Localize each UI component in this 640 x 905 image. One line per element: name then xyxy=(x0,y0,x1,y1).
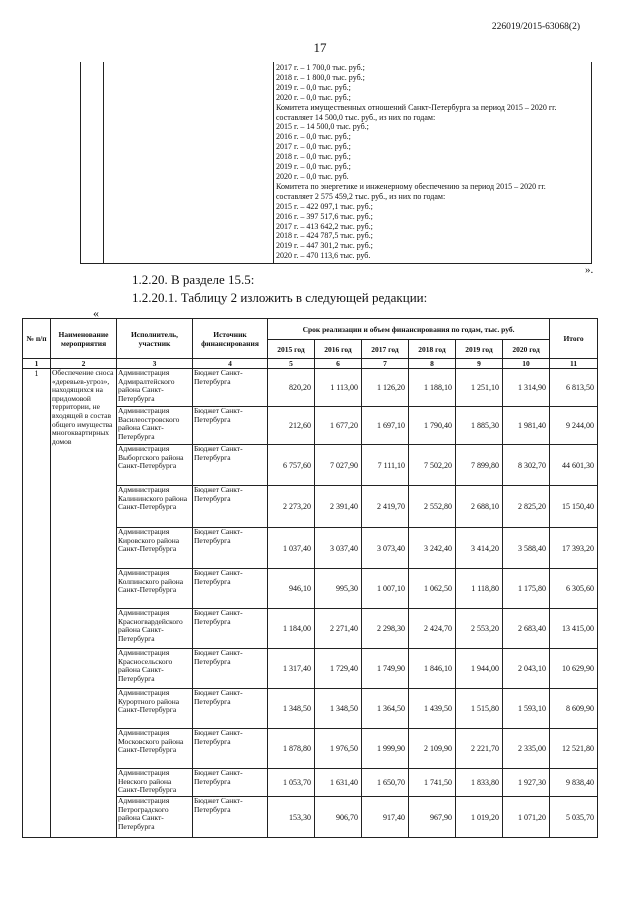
year-value-cell: 3 073,40 xyxy=(362,528,409,569)
table-body xyxy=(23,369,598,838)
year-value-cell: 212,60 xyxy=(268,407,315,445)
total-cell: 13 415,00 xyxy=(550,609,598,649)
executor-cell: Администрация Невского района Санкт-Петербурга xyxy=(117,769,193,797)
executor-cell: Администрация Петроградского района Санкт-Петербурга xyxy=(117,797,193,838)
executor-cell: Администрация Московского района Санкт-Петербурга xyxy=(117,729,193,769)
year-value-cell: 1 927,30 xyxy=(503,769,550,797)
source-cell: Бюджет Санкт-Петербурга xyxy=(193,528,268,569)
closing-quote: ». xyxy=(585,264,594,276)
text-line: 2019 г. – 0,0 тыс. руб.; xyxy=(276,162,351,172)
year-value-cell: 1 126,20 xyxy=(362,369,409,407)
header-source: Источник финансирования xyxy=(193,319,268,359)
total-cell: 12 521,80 xyxy=(550,729,598,769)
year-value-cell: 1 981,40 xyxy=(503,407,550,445)
column-number: 6 xyxy=(315,359,362,369)
total-cell: 44 601,30 xyxy=(550,445,598,486)
header-year: 2016 год xyxy=(315,340,362,359)
year-value-cell: 3 414,20 xyxy=(456,528,503,569)
total-cell: 5 035,70 xyxy=(550,797,598,838)
header-num: № п/п xyxy=(23,319,51,359)
column-number: 7 xyxy=(362,359,409,369)
year-value-cell: 1 593,10 xyxy=(503,689,550,729)
year-value-cell: 1 729,40 xyxy=(315,649,362,689)
year-value-cell: 1 741,50 xyxy=(409,769,456,797)
column-number: 5 xyxy=(268,359,315,369)
text-line: 2019 г. – 447 301,2 тыс. руб.; xyxy=(276,241,373,251)
executor-cell: Администрация Колпинского района Санкт-Петербурга xyxy=(117,569,193,609)
source-cell: Бюджет Санкт-Петербурга xyxy=(193,369,268,407)
year-value-cell: 1 062,50 xyxy=(409,569,456,609)
page-number: 17 xyxy=(313,40,327,55)
year-value-cell: 1 944,00 xyxy=(456,649,503,689)
executor-cell: Администрация Красносельского района Санкт-Петербурга xyxy=(117,649,193,689)
year-value-cell: 2 419,70 xyxy=(362,486,409,528)
header-name: Наименование мероприятия xyxy=(51,319,117,359)
year-value-cell: 7 027,90 xyxy=(315,445,362,486)
measure-name: Обеспечение сноса «деревьев-угроз», находящихся на придомовой территории, не входящей в состав общего имущества многоквартирных домов xyxy=(51,369,117,838)
year-value-cell: 3 588,40 xyxy=(503,528,550,569)
year-value-cell: 1 846,10 xyxy=(409,649,456,689)
source-cell: Бюджет Санкт-Петербурга xyxy=(193,729,268,769)
paragraph-table-instruction: 1.2.20.1. Таблицу 2 изложить в следующей редакции: xyxy=(132,290,428,305)
source-cell: Бюджет Санкт-Петербурга xyxy=(193,609,268,649)
year-value-cell: 2 424,70 xyxy=(409,609,456,649)
year-value-cell: 1 113,00 xyxy=(315,369,362,407)
text-line: 2016 г. – 0,0 тыс. руб.; xyxy=(276,132,351,142)
source-cell: Бюджет Санкт-Петербурга xyxy=(193,689,268,729)
source-cell: Бюджет Санкт-Петербурга xyxy=(193,407,268,445)
executor-cell: Администрация Адмиралтейского района Санкт-Петербурга xyxy=(117,369,193,407)
year-value-cell: 1 631,40 xyxy=(315,769,362,797)
year-value-cell: 6 757,60 xyxy=(268,445,315,486)
year-value-cell: 1 749,90 xyxy=(362,649,409,689)
year-value-cell: 1 439,50 xyxy=(409,689,456,729)
text-line: 2015 г. – 14 500,0 тыс. руб.; xyxy=(276,122,369,132)
header-year: 2017 год xyxy=(362,340,409,359)
column-number: 11 xyxy=(550,359,598,369)
year-value-cell: 1 007,10 xyxy=(362,569,409,609)
source-cell: Бюджет Санкт-Петербурга xyxy=(193,445,268,486)
header-executor: Исполнитель, участник xyxy=(117,319,193,359)
column-number: 4 xyxy=(193,359,268,369)
year-value-cell: 1 677,20 xyxy=(315,407,362,445)
table-row xyxy=(23,369,598,407)
year-value-cell: 2 825,20 xyxy=(503,486,550,528)
source-cell: Бюджет Санкт-Петербурга xyxy=(193,797,268,838)
executor-cell: Администрация Курортного района Санкт-Петербурга xyxy=(117,689,193,729)
year-value-cell: 1 878,80 xyxy=(268,729,315,769)
text-line: 2017 г. – 413 642,2 тыс. руб.; xyxy=(276,221,373,231)
column-number: 2 xyxy=(51,359,117,369)
executor-cell: Администрация Кировского района Санкт-Петербурга xyxy=(117,528,193,569)
year-value-cell: 7 502,20 xyxy=(409,445,456,486)
year-value-cell: 2 043,10 xyxy=(503,649,550,689)
header-year: 2015 год xyxy=(268,340,315,359)
year-value-cell: 153,30 xyxy=(268,797,315,838)
year-value-cell: 2 391,40 xyxy=(315,486,362,528)
text-line: Комитета имущественных отношений Санкт-Петербурга за период 2015 – 2020 гг. xyxy=(276,102,557,112)
year-value-cell: 1 364,50 xyxy=(362,689,409,729)
header-period: Срок реализации и объем финансирования по годам, тыс. руб. xyxy=(268,319,550,340)
year-value-cell: 2 552,80 xyxy=(409,486,456,528)
year-value-cell: 1 515,80 xyxy=(456,689,503,729)
measure-index: 1 xyxy=(23,369,51,838)
year-value-cell: 2 271,40 xyxy=(315,609,362,649)
source-cell: Бюджет Санкт-Петербурга xyxy=(193,649,268,689)
year-value-cell: 1 833,80 xyxy=(456,769,503,797)
year-value-cell: 1 314,90 xyxy=(503,369,550,407)
source-cell: Бюджет Санкт-Петербурга xyxy=(193,769,268,797)
document-number: 226019/2015-63068(2) xyxy=(491,22,580,32)
year-value-cell: 1 317,40 xyxy=(268,649,315,689)
total-cell: 9 244,00 xyxy=(550,407,598,445)
year-value-cell: 3 037,40 xyxy=(315,528,362,569)
text-line: 2018 г. – 424 787,5 тыс. руб.; xyxy=(276,231,373,241)
executor-cell: Администрация Василеостровского района Санкт-Петербурга xyxy=(117,407,193,445)
table-divider xyxy=(273,62,274,263)
year-value-cell: 3 242,40 xyxy=(409,528,456,569)
year-value-cell: 1 348,50 xyxy=(315,689,362,729)
year-value-cell: 967,90 xyxy=(409,797,456,838)
opening-quote: « xyxy=(93,306,99,320)
total-cell: 6 813,50 xyxy=(550,369,598,407)
text-line: Комитета по энергетике и инженерному обеспечению за период 2015 – 2020 гг. xyxy=(276,181,546,191)
text-line: 2018 г. – 0,0 тыс. руб.; xyxy=(276,152,351,162)
column-number: 3 xyxy=(117,359,193,369)
year-value-cell: 1 697,10 xyxy=(362,407,409,445)
text-line: 2017 г. – 1 700,0 тыс. руб.; xyxy=(276,63,365,72)
text-line: 2020 г. – 0,0 тыс. руб. xyxy=(276,171,349,181)
text-line: 2020 г. – 470 113,6 тыс. руб. xyxy=(276,251,371,261)
year-value-cell: 2 298,30 xyxy=(362,609,409,649)
total-cell: 17 393,20 xyxy=(550,528,598,569)
text-line: 2016 г. – 397 517,6 тыс. руб.; xyxy=(276,211,373,221)
header-year: 2020 год xyxy=(503,340,550,359)
year-value-cell: 7 899,80 xyxy=(456,445,503,486)
column-number: 9 xyxy=(456,359,503,369)
paragraph-section: 1.2.20. В разделе 15.5: xyxy=(132,272,255,287)
year-value-cell: 946,10 xyxy=(268,569,315,609)
total-cell: 10 629,90 xyxy=(550,649,598,689)
year-value-cell: 1 790,40 xyxy=(409,407,456,445)
text-line: 2017 г. – 0,0 тыс. руб.; xyxy=(276,142,351,152)
year-value-cell: 1 053,70 xyxy=(268,769,315,797)
year-value-cell: 7 111,10 xyxy=(362,445,409,486)
header-total: Итого xyxy=(550,319,598,359)
year-value-cell: 2 273,20 xyxy=(268,486,315,528)
text-line: 2019 г. – 0,0 тыс. руб.; xyxy=(276,82,351,92)
text-line: 2018 г. – 1 800,0 тыс. руб.; xyxy=(276,72,365,82)
total-cell: 15 150,40 xyxy=(550,486,598,528)
year-value-cell: 820,20 xyxy=(268,369,315,407)
financing-table xyxy=(22,318,598,838)
text-line: 2015 г. – 422 097,1 тыс. руб.; xyxy=(276,201,373,211)
year-value-cell: 2 553,20 xyxy=(456,609,503,649)
year-value-cell: 1 071,20 xyxy=(503,797,550,838)
year-value-cell: 1 188,10 xyxy=(409,369,456,407)
column-number: 8 xyxy=(409,359,456,369)
executor-cell: Администрация Красногвардейского района Санкт-Петербурга xyxy=(117,609,193,649)
year-value-cell: 995,30 xyxy=(315,569,362,609)
total-cell: 6 305,60 xyxy=(550,569,598,609)
year-value-cell: 1 999,90 xyxy=(362,729,409,769)
text-line: 2020 г. – 0,0 тыс. руб.; xyxy=(276,92,351,102)
text-line: составляет 2 575 459,2 тыс. руб., из них по годам: xyxy=(276,191,446,201)
year-value-cell: 1 650,70 xyxy=(362,769,409,797)
year-value-cell: 1 976,50 xyxy=(315,729,362,769)
source-cell: Бюджет Санкт-Петербурга xyxy=(193,486,268,528)
total-cell: 9 838,40 xyxy=(550,769,598,797)
year-value-cell: 2 683,40 xyxy=(503,609,550,649)
year-value-cell: 1 184,00 xyxy=(268,609,315,649)
source-cell: Бюджет Санкт-Петербурга xyxy=(193,569,268,609)
column-number: 1 xyxy=(23,359,51,369)
year-value-cell: 1 019,20 xyxy=(456,797,503,838)
year-value-cell: 1 118,80 xyxy=(456,569,503,609)
year-value-cell: 2 688,10 xyxy=(456,486,503,528)
year-value-cell: 2 109,90 xyxy=(409,729,456,769)
executor-cell: Администрация Калининского района Санкт-Петербурга xyxy=(117,486,193,528)
continuation-text xyxy=(276,63,590,261)
year-value-cell: 906,70 xyxy=(315,797,362,838)
year-value-cell: 1 251,10 xyxy=(456,369,503,407)
executor-cell: Администрация Выборгского района Санкт-Петербурга xyxy=(117,445,193,486)
header-year: 2019 год xyxy=(456,340,503,359)
year-value-cell: 1 348,50 xyxy=(268,689,315,729)
text-line: составляет 14 500,0 тыс. руб., из них по годам: xyxy=(276,112,436,122)
year-value-cell: 1 037,40 xyxy=(268,528,315,569)
header-year: 2018 год xyxy=(409,340,456,359)
year-value-cell: 917,40 xyxy=(362,797,409,838)
column-number: 10 xyxy=(503,359,550,369)
total-cell: 8 609,90 xyxy=(550,689,598,729)
year-value-cell: 2 335,00 xyxy=(503,729,550,769)
year-value-cell: 1 885,30 xyxy=(456,407,503,445)
year-value-cell: 8 302,70 xyxy=(503,445,550,486)
year-value-cell: 2 221,70 xyxy=(456,729,503,769)
year-value-cell: 1 175,80 xyxy=(503,569,550,609)
table-divider xyxy=(103,62,104,263)
